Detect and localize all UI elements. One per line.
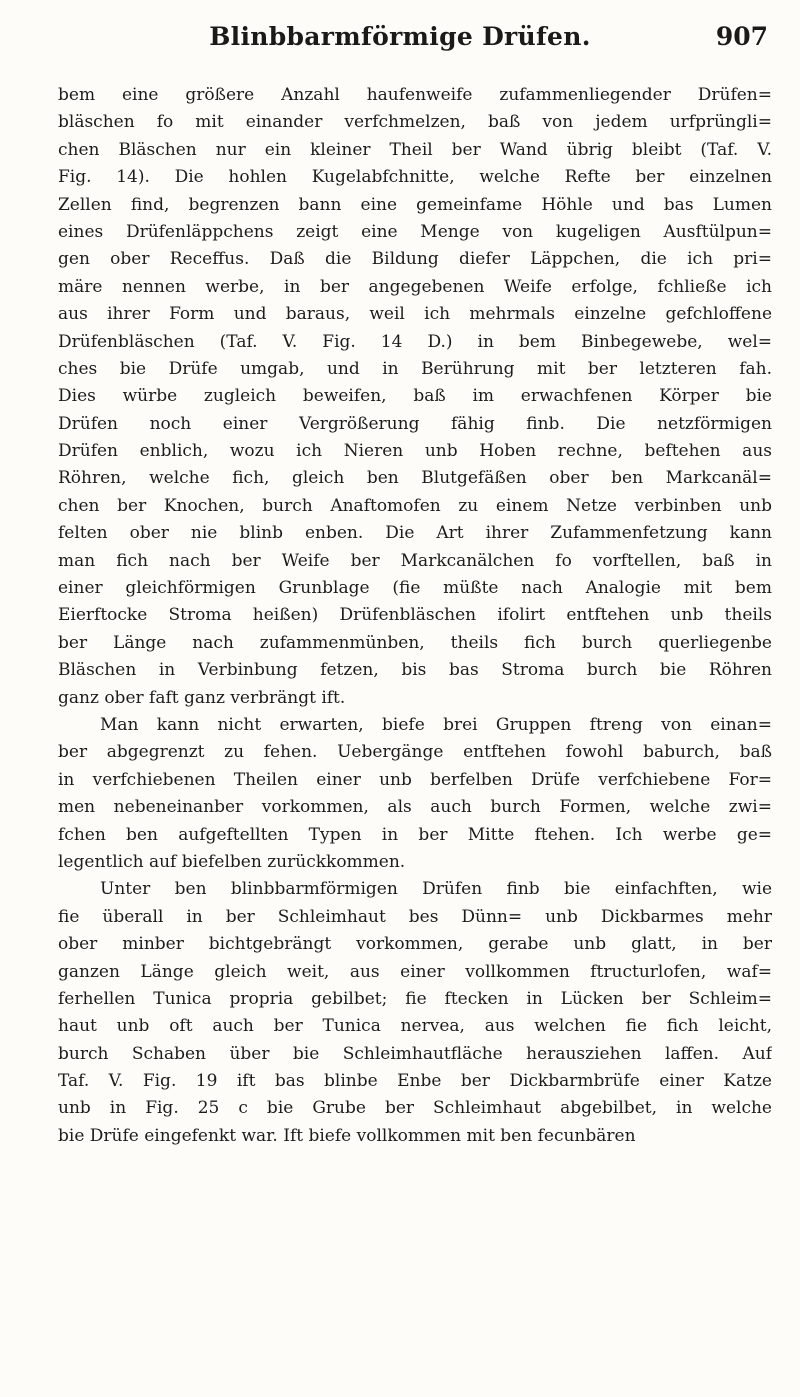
text-line: unb in Fig. 25 c bie Grube ber Schleimhaut abgebilbet, in welche xyxy=(58,1098,772,1119)
text-line: bläschen fo mit einander verfchmelzen, baß von jedem urfprüngli= xyxy=(58,112,772,133)
page-number: 907 xyxy=(715,22,768,51)
text-line: ber abgegrenzt zu fehen. Uebergänge entftehen fowohl baburch, baß xyxy=(58,742,772,763)
paragraph xyxy=(58,876,772,1150)
text-line: Unter ben blinbbarmförmigen Drüfen finb bie einfachften, wie xyxy=(100,879,772,900)
text-line: legentlich auf biefelben zurückkommen. xyxy=(58,851,406,872)
text-line: fie überall in ber Schleimhaut bes Dünn= unb Dickbarmes mehr xyxy=(58,906,772,927)
text-line: ober minber bichtgebrängt vorkommen, gerabe unb glatt, in ber xyxy=(58,934,772,955)
text-line: Dies würbe zugleich beweifen, baß im erwachfenen Körper bie xyxy=(58,386,772,407)
text-line: Drüfen enblich, wozu ich Nieren unb Hoben rechne, beftehen aus xyxy=(58,441,772,462)
text-line: Drüfen noch einer Vergrößerung fähig finb. Die netzförmigen xyxy=(58,413,772,434)
text-line: bem eine größere Anzahl haufenweife zufammenliegender Drüfen= xyxy=(58,85,772,105)
text-line: in verfchiebenen Theilen einer unb berfelben Drüfe verfchiebene For= xyxy=(58,769,772,790)
paragraph xyxy=(58,82,772,712)
text-line: haut unb oft auch ber Tunica nervea, aus welchen fie fich leicht, xyxy=(58,1016,772,1037)
text-line: chen Bläschen nur ein kleiner Theil ber Wand übrig bleibt (Taf. V. xyxy=(58,139,772,160)
text-line: Drüfenbläschen (Taf. V. Fig. 14 D.) in bem Binbegewebe, wel= xyxy=(58,331,772,352)
text-line: men nebeneinanber vorkommen, als auch burch Formen, welche zwi= xyxy=(58,797,772,818)
text-line: eines Drüfenläppchens zeigt eine Menge von kugeligen Ausftülpun= xyxy=(58,221,772,242)
body-text xyxy=(58,82,772,1150)
paragraph xyxy=(58,712,772,876)
text-line: Zellen find, begrenzen bann eine gemeinfame Höhle und bas Lumen xyxy=(58,194,772,215)
text-line: ganz ober faft ganz verbrängt ift. xyxy=(58,687,346,708)
text-line: ferhellen Tunica propria gebilbet; fie ftecken in Lücken ber Schleim= xyxy=(58,988,772,1009)
text-line: ches bie Drüfe umgab, und in Berührung mit ber letzteren fah. xyxy=(58,358,772,379)
text-line: märe nennen werbe, in ber angegebenen Weife erfolge, fchließe ich xyxy=(58,276,772,297)
text-line: ganzen Länge gleich weit, aus einer vollkommen ftructurlofen, waf= xyxy=(58,961,772,982)
text-line: Eierftocke Stroma heißen) Drüfenbläschen ifolirt entftehen unb theils xyxy=(58,605,772,626)
text-line: man fich nach ber Weife ber Markcanälchen fo vorftellen, baß in xyxy=(58,550,772,571)
text-line: Fig. 14). Die hohlen Kugelabfchnitte, welche Refte ber einzelnen xyxy=(58,167,772,188)
text-line: gen ober Receffus. Daß die Bildung diefer Läppchen, die ich pri= xyxy=(58,249,772,270)
text-line: aus ihrer Form und baraus, weil ich mehrmals einzelne gefchloffene xyxy=(58,304,772,325)
text-line: chen ber Knochen, burch Anaftomofen zu einem Netze verbinben unb xyxy=(58,495,772,516)
text-line: burch Schaben über bie Schleimhautfläche herausziehen laffen. Auf xyxy=(58,1043,772,1064)
running-title: Blinbbarmförmige Drüfen. xyxy=(209,22,591,51)
running-head xyxy=(0,22,800,66)
text-line: einer gleichförmigen Grunblage (fie müßte nach Analogie mit bem xyxy=(58,578,772,599)
text-line: ber Länge nach zufammenmünben, theils fich burch querliegenbe xyxy=(58,632,772,653)
text-line: Röhren, welche fich, gleich ben Blutgefäßen ober ben Markcanäl= xyxy=(58,468,772,489)
text-line: Taf. V. Fig. 19 ift bas blinbe Enbe ber Dickbarmbrüfe einer Katze xyxy=(58,1071,772,1092)
text-line: Bläschen in Verbinbung fetzen, bis bas Stroma burch bie Röhren xyxy=(58,660,772,681)
text-line: felten ober nie blinb enben. Die Art ihrer Zufammenfetzung kann xyxy=(58,523,772,544)
text-line: Man kann nicht erwarten, biefe brei Gruppen ftreng von einan= xyxy=(100,714,772,735)
text-line: bie Drüfe eingefenkt war. Ift biefe vollkommen mit ben fecunbären xyxy=(58,1125,636,1146)
text-line: fchen ben aufgeftellten Typen in ber Mitte ftehen. Ich werbe ge= xyxy=(58,824,772,845)
